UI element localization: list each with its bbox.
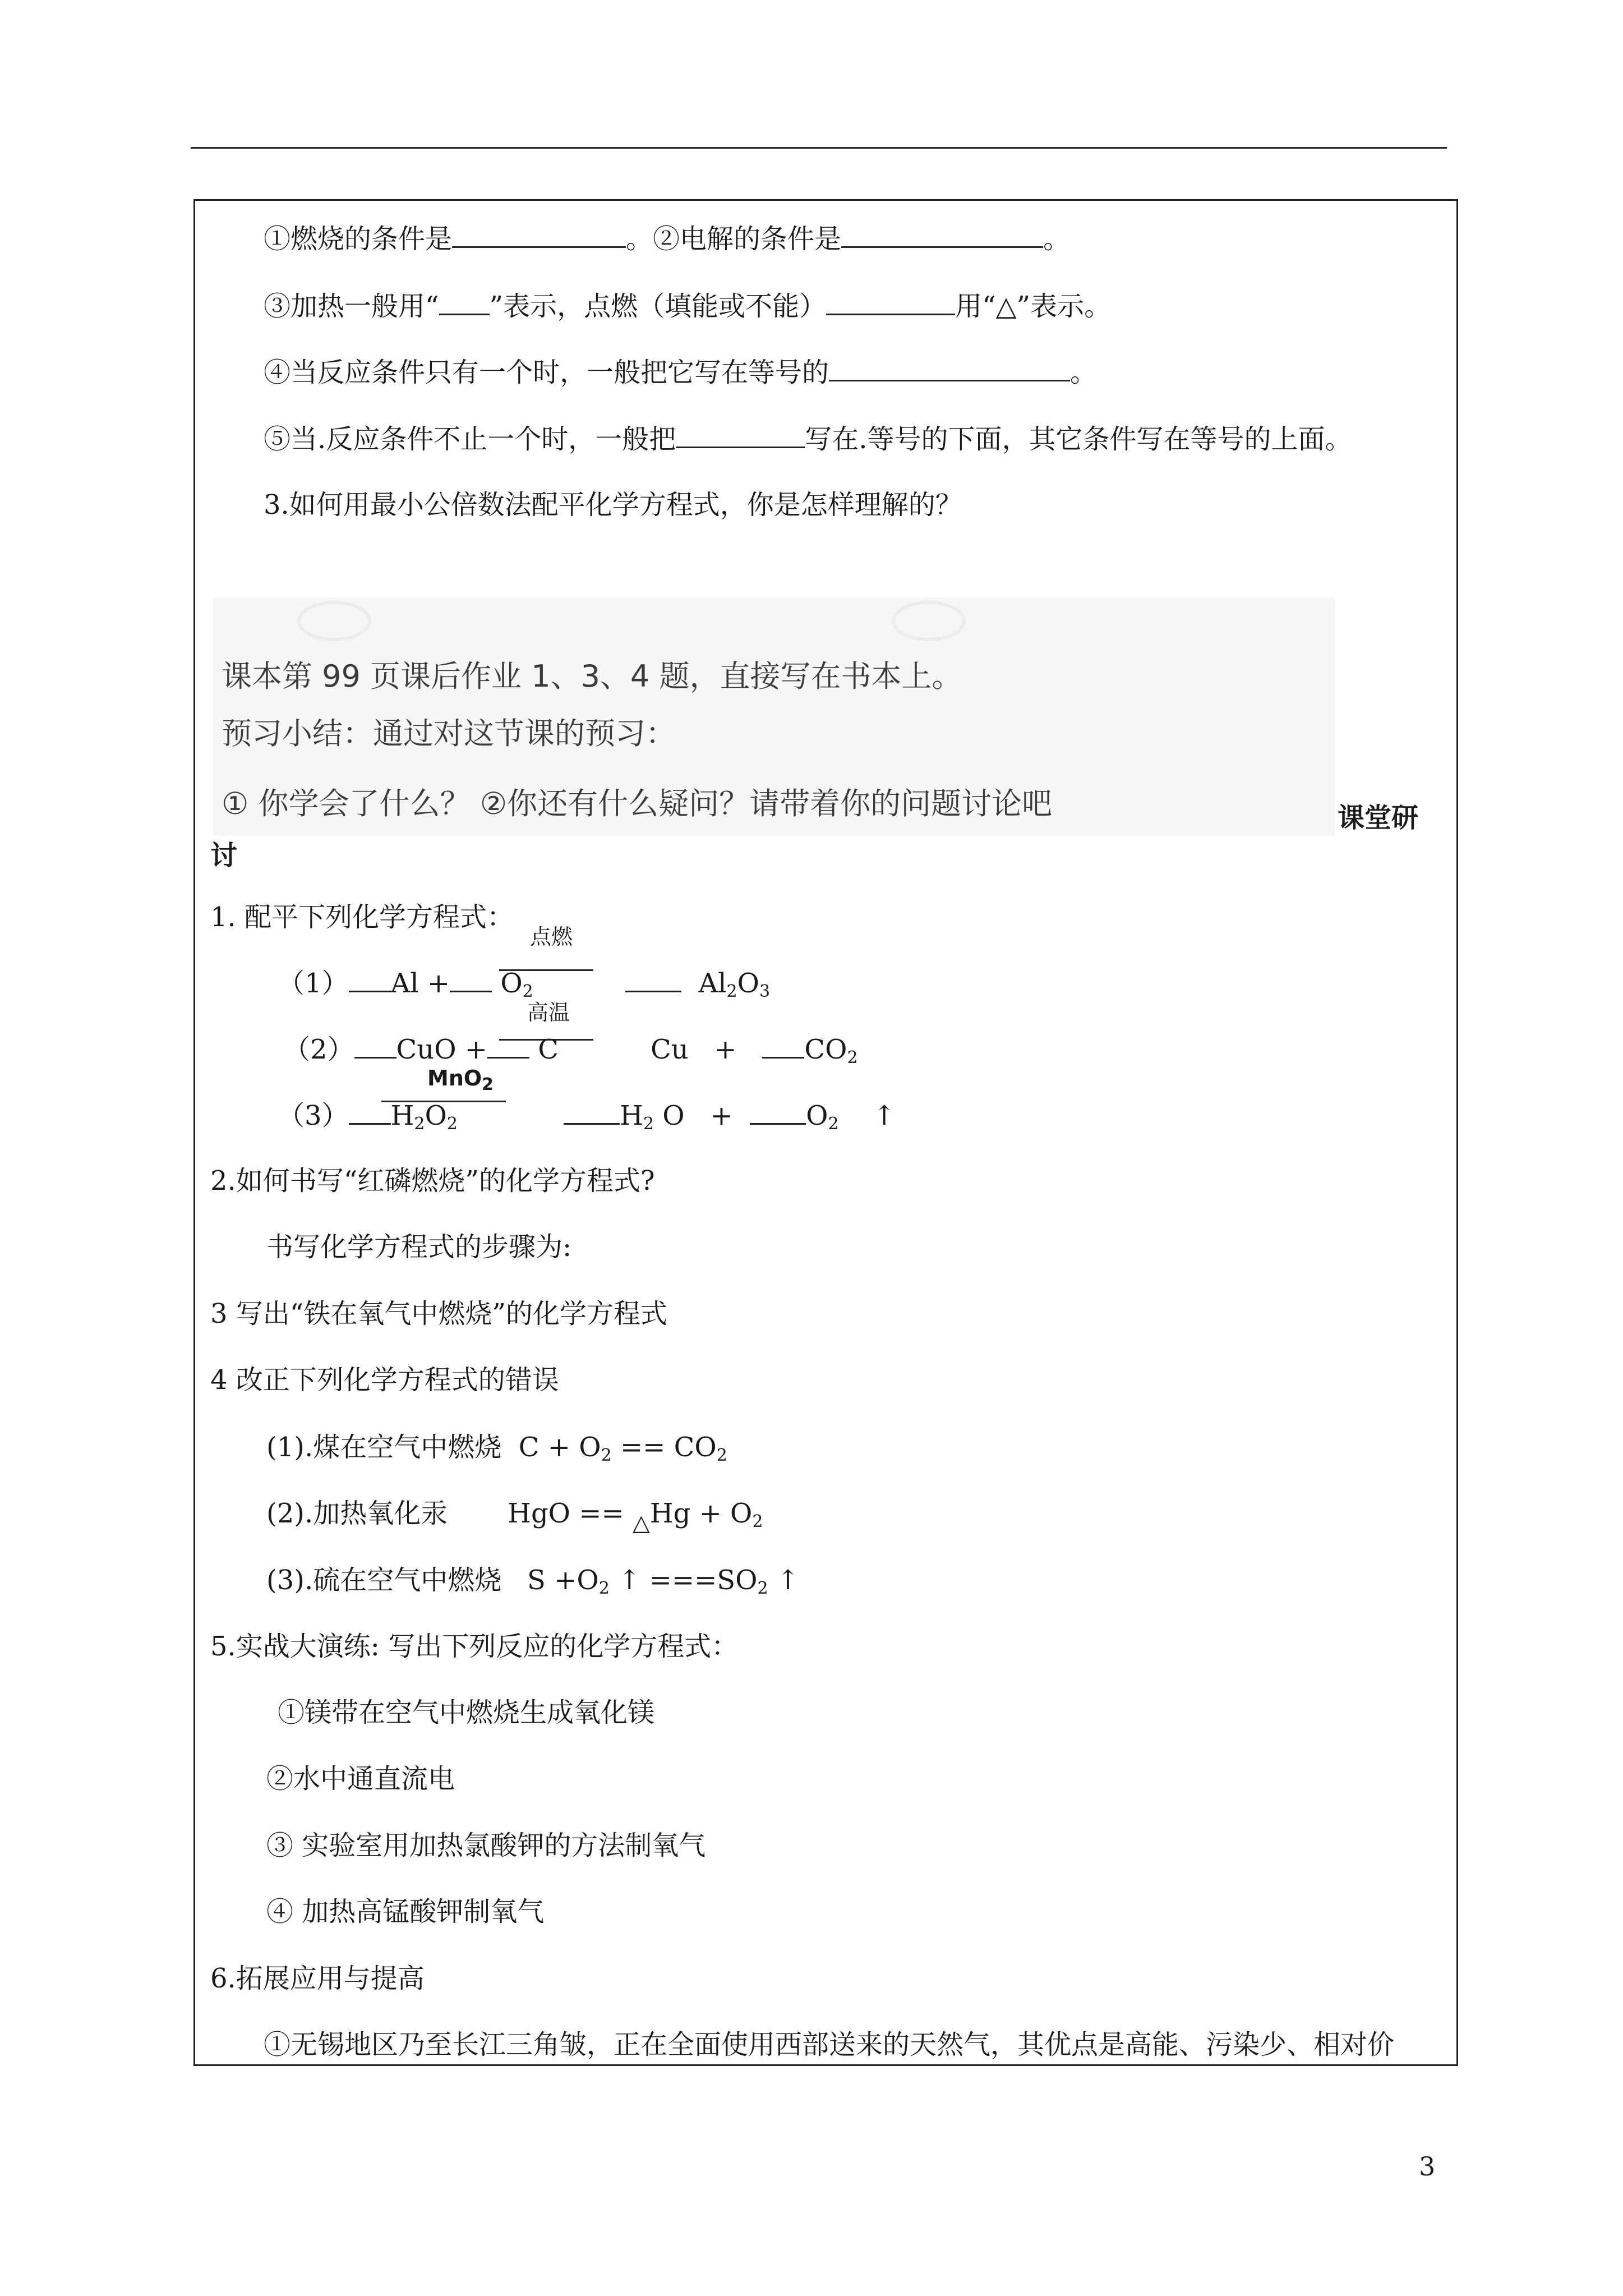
product: H: [620, 1100, 643, 1131]
catalyst-text: MnO: [427, 1066, 482, 1091]
blank[interactable]: [349, 966, 391, 992]
subscript: 2: [522, 982, 533, 1001]
subscript: 3: [759, 982, 771, 1001]
reactant: O: [425, 1100, 447, 1131]
blank[interactable]: [487, 1032, 529, 1059]
blank[interactable]: [841, 222, 1043, 248]
blank[interactable]: [676, 422, 805, 448]
product: O: [653, 1100, 685, 1131]
text: 。②电解的条件是: [626, 223, 842, 255]
subscript: 2: [757, 1579, 768, 1598]
summary-questions: ① 你学会了什么？ ②你还有什么疑问？请带着你的问题讨论吧: [222, 786, 1053, 821]
section-title-cont: 讨: [210, 840, 238, 871]
decor-swirl: [297, 601, 371, 641]
equation: ↑ ===SO: [609, 1565, 758, 1596]
q5-item: ②水中通直流电: [266, 1763, 455, 1795]
equation: == CO: [611, 1432, 717, 1463]
page-number: 3: [1419, 2151, 1436, 2182]
product: O: [737, 968, 759, 999]
q2-title: 2.如何书写“红磷燃烧”的化学方程式?: [210, 1165, 655, 1197]
line-single-condition: [264, 355, 1097, 389]
subscript: 2: [726, 982, 737, 1001]
gas-arrow: ↑: [873, 1100, 896, 1131]
homework-text: 课本第 99 页课后作业 1、3、4 题，直接写在书本上。: [222, 659, 962, 694]
text: (2).加热氧化汞: [266, 1498, 448, 1529]
q2-steps: 书写化学方程式的步骤为:: [266, 1231, 572, 1263]
q1-title: 1. 配平下列化学方程式：: [210, 901, 514, 933]
section-title: 课堂研: [1338, 802, 1419, 834]
q5-item: ③ 实验室用加热氯酸钾的方法制氧气: [266, 1830, 706, 1861]
blank[interactable]: [439, 289, 490, 315]
reactant: C: [538, 1034, 559, 1065]
condition-ignite: 点燃: [530, 924, 573, 949]
summary-text: 预习小结：通过对这节课的预习：: [222, 716, 676, 751]
text: ④当反应条件只有一个时，一般把它写在等号的: [264, 357, 829, 388]
q6-item: ①无锡地区乃至长江三角皱，正在全面使用西部送来的天然气，其优点是高能、污染少、相对价: [264, 2029, 1395, 2060]
subscript: 2: [482, 1075, 494, 1094]
eq-num: （1）: [278, 968, 349, 999]
product: Cu: [651, 1034, 689, 1065]
line-burning-condition: [264, 222, 1070, 256]
q3-title: 3 写出“铁在氧气中燃烧”的化学方程式: [210, 1298, 667, 1329]
equation-2-product: [651, 1032, 858, 1066]
gas-arrow: ↑: [768, 1565, 800, 1596]
equation-3-product: [564, 1098, 896, 1133]
condition-high-temp: 高温: [527, 1000, 570, 1025]
product: O: [806, 1100, 828, 1131]
blank[interactable]: [349, 1098, 391, 1125]
q4-item-1: [266, 1430, 727, 1464]
equation: C + O: [518, 1432, 601, 1463]
eq-num: （2）: [283, 1034, 354, 1065]
equation-2: [283, 1032, 559, 1066]
text: 。: [1043, 223, 1071, 255]
header-rule: [191, 147, 1447, 149]
text: 用“△”表示。: [955, 291, 1112, 322]
reactant: CuO +: [396, 1034, 488, 1065]
text: ”表示，点燃（填能或不能）: [489, 291, 827, 322]
subscript: 2: [414, 1114, 425, 1134]
blank[interactable]: [450, 966, 492, 992]
subscript: 2: [598, 1579, 610, 1598]
text: (1).煤在空气中燃烧: [266, 1432, 502, 1463]
blank[interactable]: [564, 1098, 620, 1125]
text: 写在.等号的下面，其它条件写在等号的上面。: [805, 424, 1352, 455]
subscript: 2: [643, 1114, 654, 1134]
text: ③加热一般用“: [264, 291, 439, 322]
text: 。: [1070, 357, 1098, 388]
blank[interactable]: [829, 355, 1070, 381]
line-multi-condition: [264, 422, 1352, 456]
q6-title: 6.拓展应用与提高: [210, 1963, 425, 1994]
text: ①燃烧的条件是: [264, 223, 453, 255]
plus: +: [714, 1034, 737, 1065]
decor-swirl: [892, 601, 966, 641]
reactant: H: [390, 1100, 414, 1131]
subscript: 2: [752, 1512, 763, 1531]
equation: HgO ==: [508, 1498, 633, 1529]
catalyst-mno2: [427, 1066, 494, 1094]
blank[interactable]: [750, 1098, 806, 1125]
equation-1-product: [625, 966, 770, 1000]
text: ⑤当.反应条件不止一个时，一般把: [264, 424, 676, 455]
subscript: 2: [716, 1446, 727, 1465]
blank[interactable]: [354, 1032, 396, 1059]
line-lcm-question: 3.如何用最小公倍数法配平化学方程式，你是怎样理解的？: [264, 489, 962, 521]
pasted-image: [213, 597, 1335, 836]
eq-num: （3）: [278, 1100, 349, 1131]
equation: Hg + O: [649, 1498, 753, 1529]
q4-item-3: [266, 1563, 799, 1597]
blank[interactable]: [625, 966, 681, 992]
subscript: 2: [828, 1114, 839, 1134]
equation-3: [278, 1098, 458, 1133]
line-heating-symbol: [264, 289, 1111, 323]
triangle-symbol: △: [632, 1510, 650, 1536]
q4-item-2: [266, 1497, 763, 1540]
subscript: 2: [847, 1048, 858, 1068]
blank[interactable]: [826, 289, 955, 315]
subscript: 2: [446, 1114, 458, 1134]
subscript: 2: [601, 1446, 612, 1465]
equation-1: [278, 966, 533, 1000]
text: (3).硫在空气中燃烧: [266, 1565, 502, 1596]
blank[interactable]: [452, 222, 626, 248]
q4-title: 4 改正下列化学方程式的错误: [210, 1364, 559, 1396]
reactant: Al +: [390, 968, 450, 999]
q5-title: 5.实战大演练: 写出下列反应的化学方程式：: [210, 1631, 739, 1662]
reactant: O: [500, 968, 523, 999]
product: Al: [698, 968, 727, 999]
plus: +: [710, 1100, 733, 1131]
q5-item: ④ 加热高锰酸钾制氧气: [266, 1896, 545, 1927]
blank[interactable]: [762, 1032, 804, 1059]
product: CO: [804, 1034, 847, 1065]
q5-item: ①镁带在空气中燃烧生成氧化镁: [278, 1697, 655, 1728]
equation: S +O: [527, 1565, 599, 1596]
